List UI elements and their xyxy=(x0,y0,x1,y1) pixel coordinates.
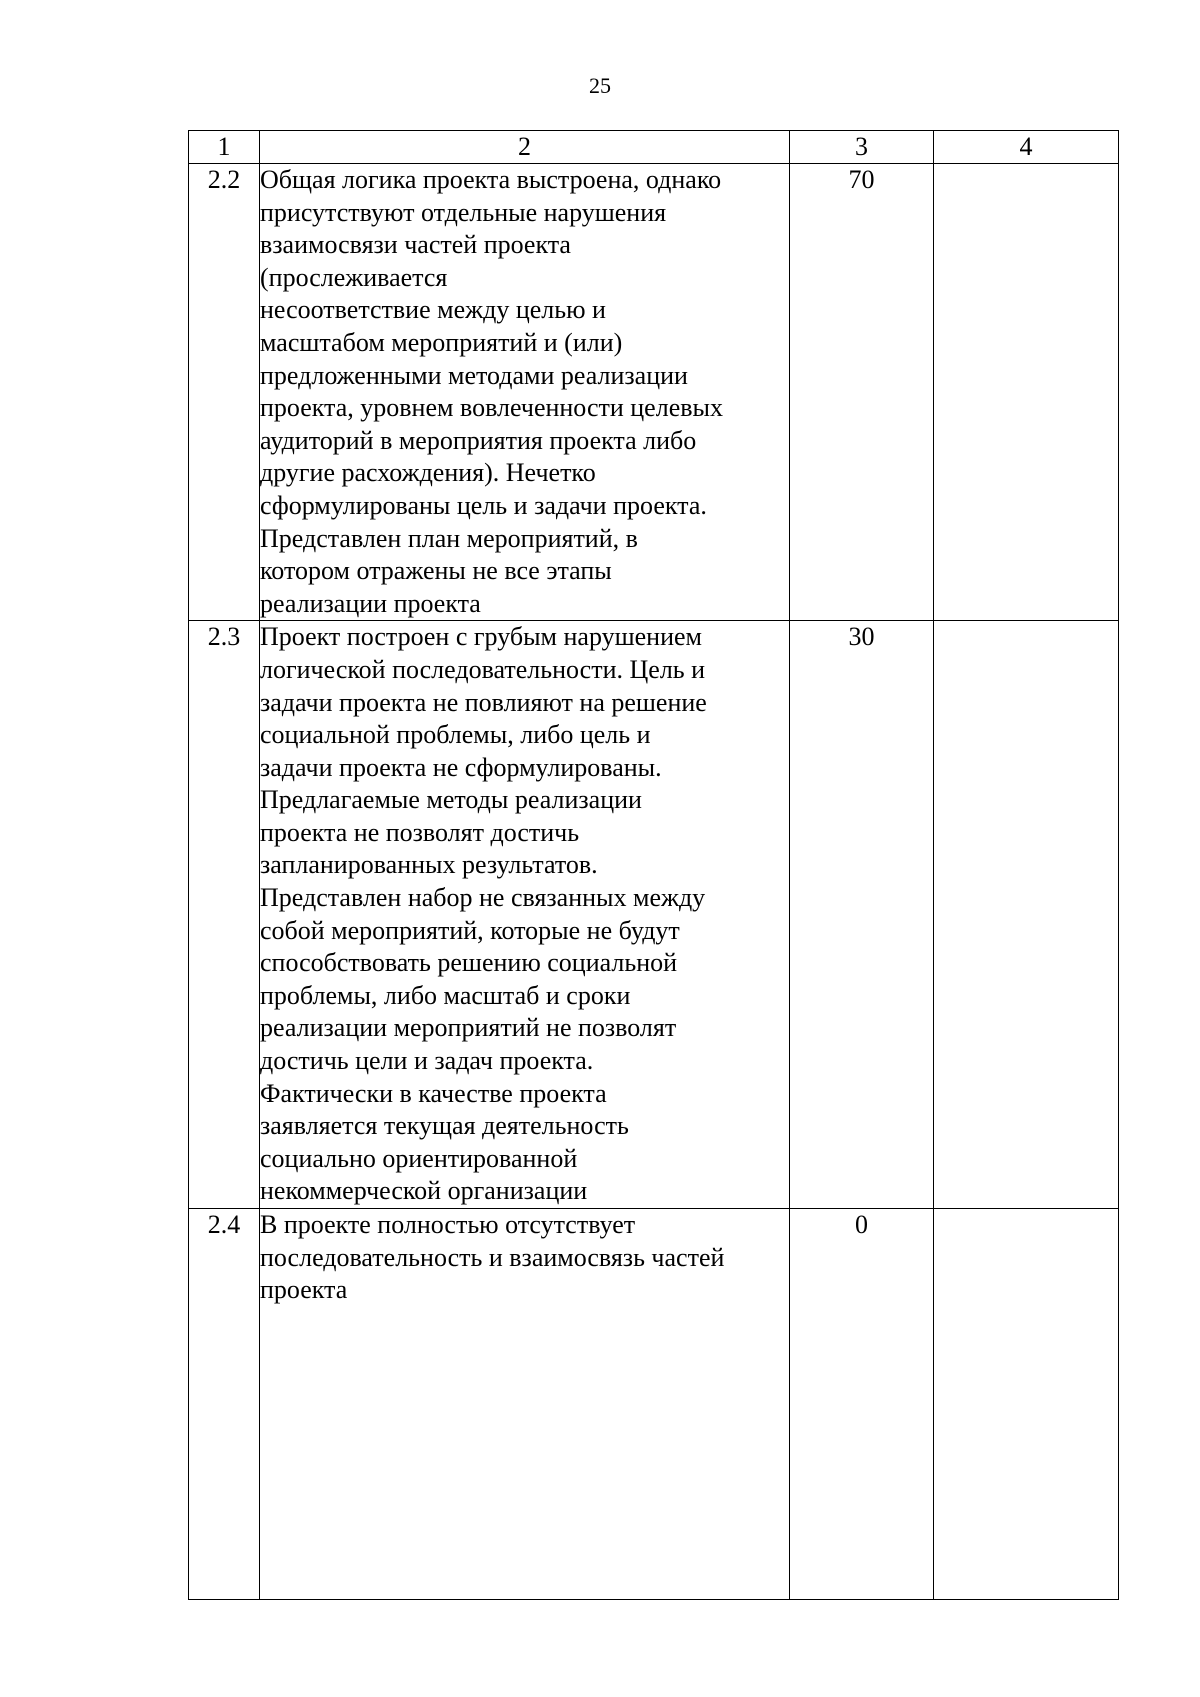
description-line: присутствуют отдельные нарушения xyxy=(260,197,667,227)
description-line: Представлен набор не связанных между xyxy=(260,883,706,913)
description-line: запланированных результатов. xyxy=(260,850,598,880)
description-line: социальной проблемы, либо цель и xyxy=(260,720,651,750)
criteria-table xyxy=(188,130,1119,1600)
row-description xyxy=(260,1209,790,1600)
description-line: взаимосвязи частей проекта xyxy=(260,230,571,260)
row-number: 2.3 xyxy=(189,621,260,1209)
header-cell-2: 2 xyxy=(260,131,790,164)
description-line: реализации проекта xyxy=(260,588,481,618)
page-number: 25 xyxy=(589,73,611,98)
description-line: способствовать решению социальной xyxy=(260,948,678,978)
description-line: последовательность и взаимосвязь частей xyxy=(260,1242,725,1272)
table-header-row xyxy=(189,131,1119,164)
description-line: логической последовательности. Цель и xyxy=(260,654,706,684)
description-line: другие расхождения). Нечетко xyxy=(260,458,596,488)
description-line: Фактически в качестве проекта xyxy=(260,1078,607,1108)
description-line: проекта не позволят достичь xyxy=(260,817,580,847)
description-line: сформулированы цель и задачи проекта. xyxy=(260,490,707,520)
description-line: заявляется текущая деятельность xyxy=(260,1111,629,1141)
row-score: 30 xyxy=(790,621,934,1209)
description-line: масштабом мероприятий и (или) xyxy=(260,327,623,357)
description-line: Проект построен с грубым нарушением xyxy=(260,622,702,652)
description-line: Общая логика проекта выстроена, однако xyxy=(260,165,722,194)
header-cell-3: 3 xyxy=(790,131,934,164)
header-cell-4: 4 xyxy=(934,131,1119,164)
row-score: 70 xyxy=(790,164,934,621)
row-col4 xyxy=(934,621,1119,1209)
description-line: собой мероприятий, которые не будут xyxy=(260,915,680,945)
row-description xyxy=(260,621,790,1209)
description-line: (прослеживается xyxy=(260,262,448,292)
table-row xyxy=(189,1209,1119,1600)
description-line: аудиторий в мероприятия проекта либо xyxy=(260,425,697,455)
description-line: котором отражены не все этапы xyxy=(260,556,612,586)
description-line: задачи проекта не сформулированы. xyxy=(260,752,662,782)
row-col4 xyxy=(934,164,1119,621)
description-line: В проекте полностью отсутствует xyxy=(260,1210,636,1239)
description-line: Предлагаемые методы реализации xyxy=(260,785,642,815)
description-line: проблемы, либо масштаб и сроки xyxy=(260,980,631,1010)
description-line: несоответствие между целью и xyxy=(260,295,606,325)
row-number: 2.2 xyxy=(189,164,260,621)
row-description xyxy=(260,164,790,621)
row-col4 xyxy=(934,1209,1119,1600)
row-number: 2.4 xyxy=(189,1209,260,1600)
table-row xyxy=(189,164,1119,621)
description-line: некоммерческой организации xyxy=(260,1176,588,1206)
table-row xyxy=(189,621,1119,1209)
description-line: реализации мероприятий не позволят xyxy=(260,1013,677,1043)
header-cell-1: 1 xyxy=(189,131,260,164)
row-score: 0 xyxy=(790,1209,934,1600)
description-line: предложенными методами реализации xyxy=(260,360,688,390)
description-line: социально ориентированной xyxy=(260,1143,578,1173)
description-line: достичь цели и задач проекта. xyxy=(260,1046,594,1076)
description-line: проекта, уровнем вовлеченности целевых xyxy=(260,393,723,423)
description-line: проекта xyxy=(260,1275,348,1305)
description-line: задачи проекта не повлияют на решение xyxy=(260,687,707,717)
description-line: Представлен план мероприятий, в xyxy=(260,523,638,553)
